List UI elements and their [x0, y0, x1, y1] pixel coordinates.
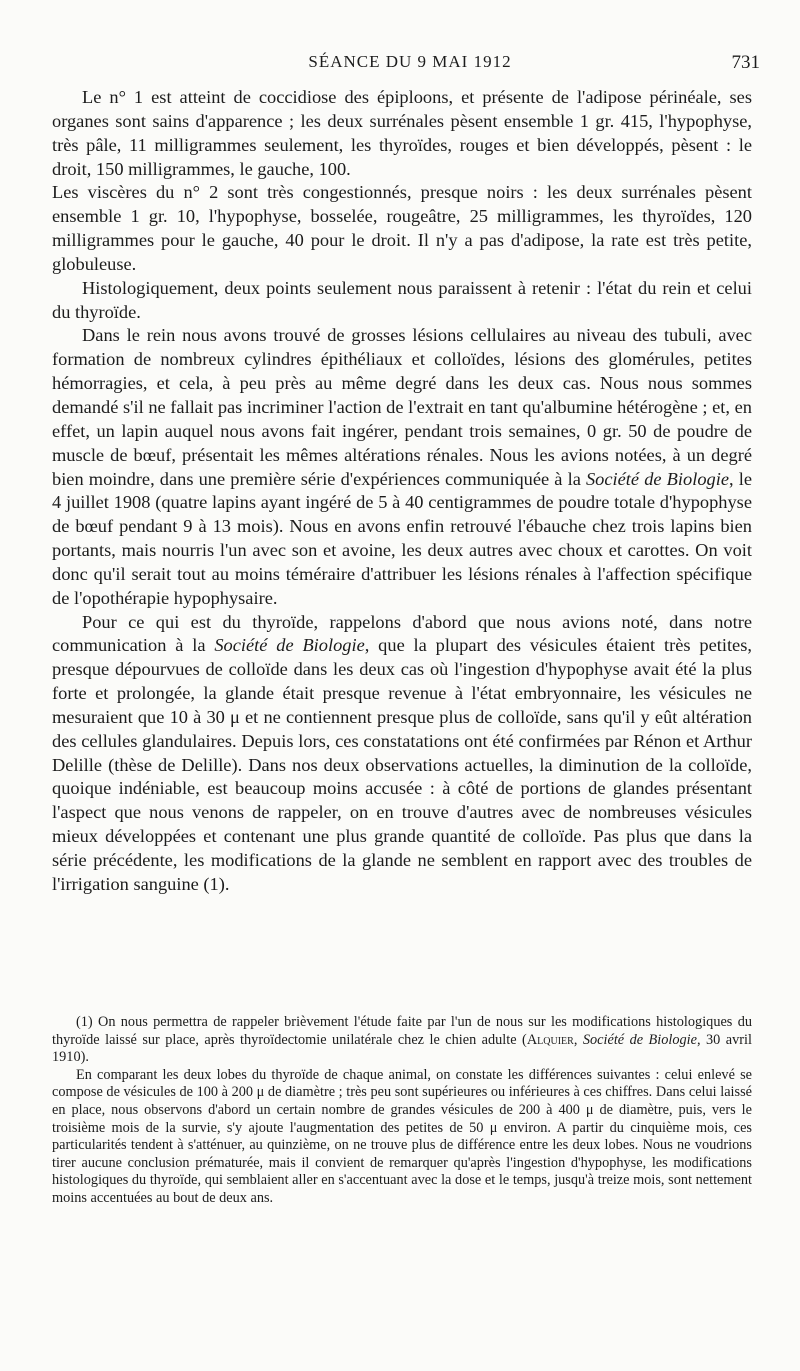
page-number: 731: [731, 52, 760, 73]
paragraph: Les viscères du n° 2 sont très congestionnés, presque noirs : les deux surrénales pèsent ensemble 1 gr. 10, l'hypophyse, bosselée, rougeâtre, 25 milligrammes, les thyroïdes, 120 milligrammes pour le gauche, 40 pour le droit. Il n'y a pas d'adipose, la rate est très petite, globuleuse.: [52, 182, 752, 274]
main-text: [52, 86, 752, 897]
paragraph: Le n° 1 est atteint de coccidiose des épiploons, et présente de l'adipose périnéale, ses organes sont sains d'apparence ; les deux surrénales pèsent ensemble 1 gr. 415, l'hypophyse, très pâle, 11 milligrammes seulement, les thyroïdes, rouges et bien développés, pèsent : le droit, 150 milligrammes, le gauche, 100.: [52, 87, 752, 179]
running-head: [60, 48, 760, 82]
author-name: Alquier: [526, 1031, 574, 1048]
footnotes: [52, 1014, 752, 1208]
journal-name: Société de Biologie: [585, 468, 729, 489]
footnote: (1) On nous permettra de rappeler brièvement l'étude faite par l'un de nous sur les modifications histologiques du thyroïde laissé sur place, après thyroïdectomie unilatérale chez le chien adulte (Alquier, Société de Biologie, 30 avril 1910).: [52, 1014, 752, 1066]
footnote: En comparant les deux lobes du thyroïde de chaque animal, on constate les différences suivantes : celui enlevé se compose de vésicules de 100 à 200 μ de diamètre ; très peu sont supérieures ou inférieures à ces chiffres. Dans celui laissé en place, nous observons d'abord un certain nombre de grandes vésicules de 200 à 400 μ de diamètre, puis, vers le troisième mois de la survie, s'y ajoute l'augmentation des petites de 50 μ environ. A partir du cinquième mois, ces particularités tendent à s'atténuer, au quinzième, on ne trouve plus de différence entre les deux lobes. Nous ne voudrions tirer aucune conclusion prématurée, mais il convient de remarquer qu'après l'ingestion d'hypophyse, les modifications histologiques du thyroïde, qui semblaient aller en s'accentuant avec la dose et le temps, jusqu'à treize mois, sont nettement moins accentuées au bout de deux ans.: [52, 1066, 752, 1206]
journal-name: Société de Biologie: [214, 635, 365, 656]
journal-name: Société de Biologie: [582, 1031, 697, 1048]
paragraph: Pour ce qui est du thyroïde, rappelons d'abord que nous avions noté, dans notre communication à la Société de Biologie, que la plupart des vésicules étaient très petites, presque dépourvues de colloïde dans les deux cas où l'ingestion d'hypophyse avait été la plus forte et prolongée, la glande était presque revenue à l'état embryonnaire, les vésicules ne mesuraient que 10 à 30 μ et ne contiennent presque plus de colloïde, sans qu'il y eût altération des cellules glandulaires. Depuis lors, ces constatations ont été confirmées par Rénon et Arthur Delille (thèse de Delille). Dans nos deux observations actuelles, la diminution de la colloïde, quoique indéniable, est beaucoup moins accusée : à côté de portions de glandes présentant l'aspect que nous venons de rappeler, on en trouve d'autres avec de nombreuses vésicules mieux développées et contenant une plus grande quantité de colloïde. Pas plus que dans la série précédente, les modifications de la glande ne semblent en rapport avec des troubles de l'irrigation sanguine (1).: [52, 611, 752, 894]
paragraph: Histologiquement, deux points seulement nous paraissent à retenir : l'état du rein et celui du thyroïde.: [52, 277, 752, 322]
running-title: SÉANCE DU 9 MAI 1912: [308, 52, 512, 71]
paragraph: Dans le rein nous avons trouvé de grosses lésions cellulaires au niveau des tubuli, avec formation de nombreux cylindres épithéliaux et colloïdes, lésions des glomérules, petites hémorragies, et cela, à peu près au même degré dans les deux cas. Nous nous sommes demandé s'il ne fallait pas incriminer l'action de l'extrait en tant qu'albumine hétérogène ; et, en effet, un lapin auquel nous avons fait ingérer, pendant trois semaines, 0 gr. 50 de poudre de muscle de bœuf, présentait les mêmes altérations rénales. Nous les avions notées, à un degré bien moindre, dans une première série d'expériences communiquée à la Société de Biologie, le 4 juillet 1908 (quatre lapins ayant ingéré de 5 à 40 centigrammes de poudre totale d'hypophyse de bœuf pendant 9 à 13 mois). Nous en avons enfin retrouvé l'ébauche chez trois lapins bien portants, mais nourris l'un avec son et avoine, les deux autres avec choux et carottes. On voit donc qu'il serait tout au moins téméraire d'attribuer les lésions rénales à l'affection spécifique de l'opothérapie hypophysaire.: [52, 325, 752, 608]
